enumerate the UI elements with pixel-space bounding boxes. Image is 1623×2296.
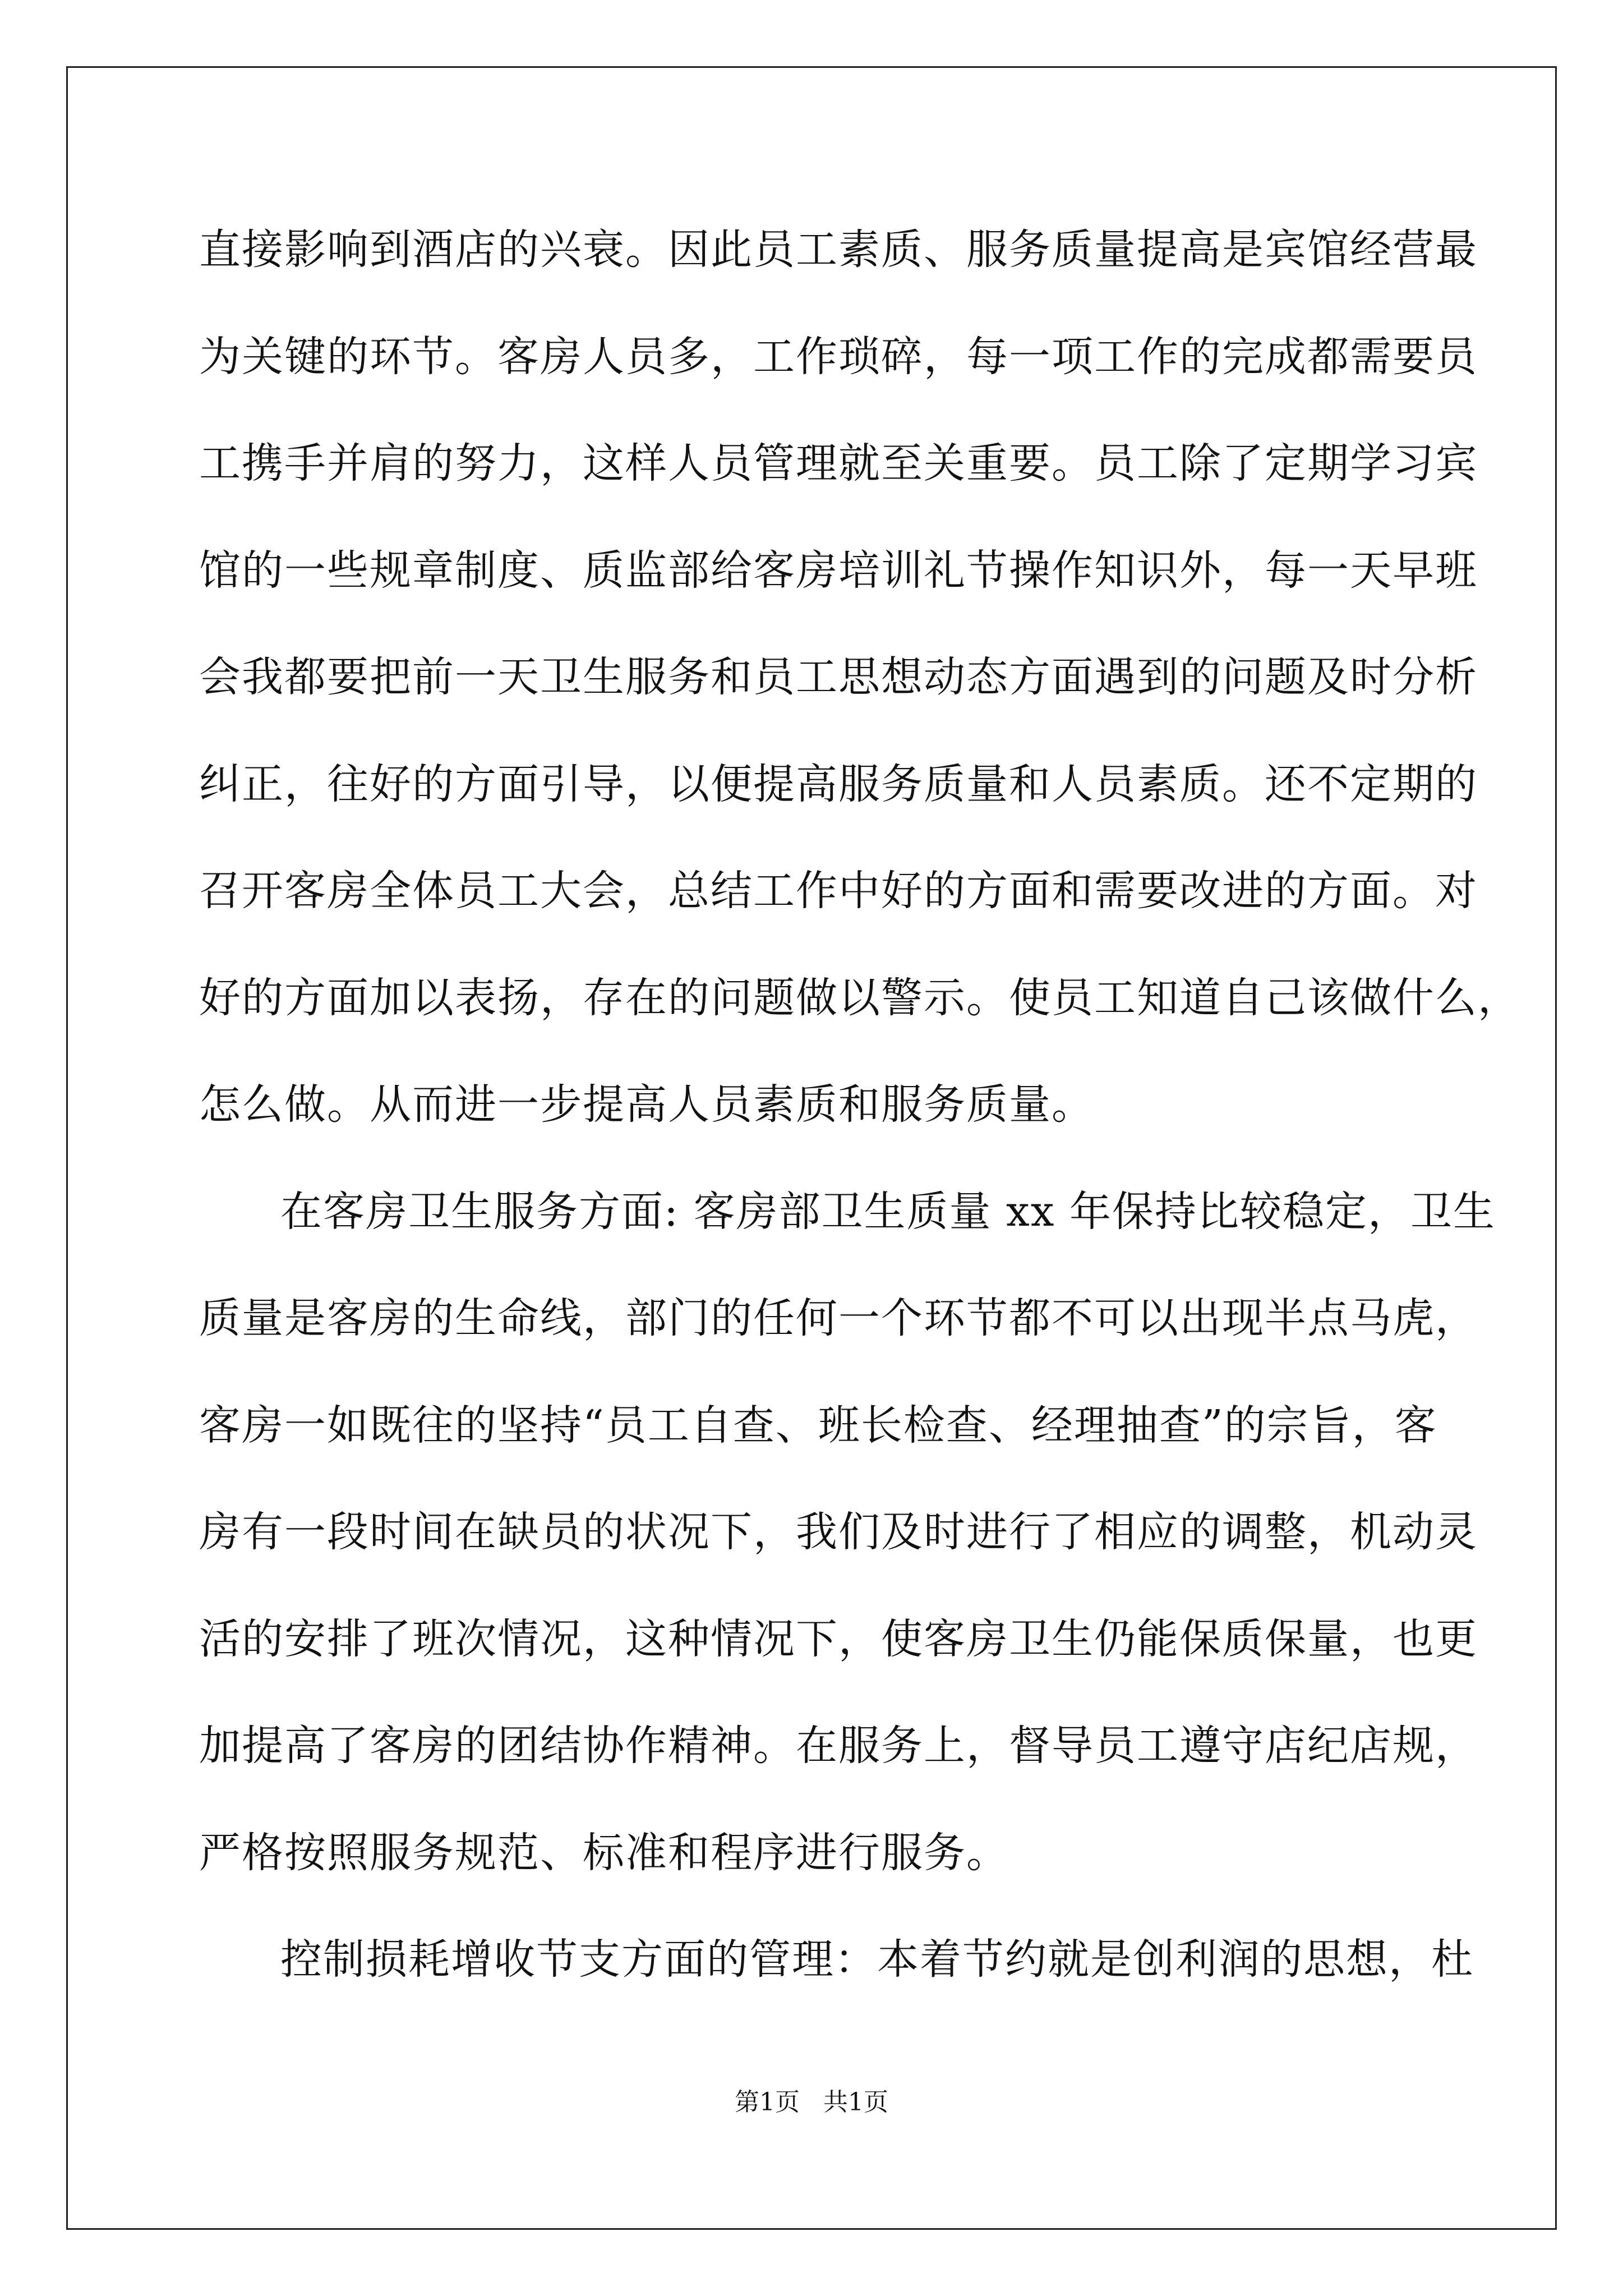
text-line-11: 质量是客房的生命线，部门的任何一个环节都不可以出现半点马虎， <box>199 1294 1478 1342</box>
text-line-13: 房有一段时间在缺员的状况下，我们及时进行了相应的调整，机动灵 <box>199 1508 1478 1556</box>
text-line-5: 会我都要把前一天卫生服务和员工思想动态方面遇到的问题及时分析 <box>199 653 1478 701</box>
text-line-1: 直接影响到酒店的兴衰。因此员工素质、服务质量提高是宾馆经营最 <box>199 226 1478 274</box>
text-line-2: 为关键的环节。客房人员多，工作琐碎，每一项工作的完成都需要员 <box>199 333 1478 381</box>
page-border <box>66 66 1557 2230</box>
text-line-14: 活的安排了班次情况，这种情况下，使客房卫生仍能保质保量，也更 <box>199 1615 1478 1663</box>
text-line-8: 好的方面加以表扬，存在的问题做以警示。使员工知道自己该做什么， <box>199 974 1520 1022</box>
paragraph-2-first-line: 在客房卫生服务方面: 客房部卫生质量 xx 年保持比较稳定，卫生 <box>280 1188 1496 1236</box>
text-line-12: 客房一如既往的坚持“员工自查、班长检查、经理抽查”的宗旨，客 <box>199 1401 1437 1450</box>
page-number-footer: 第1页 共1页 <box>735 2088 888 2116</box>
text-line-4: 馆的一些规章制度、质监部给客房培训礼节操作知识外，每一天早班 <box>199 546 1478 595</box>
text-line-9: 怎么做。从而进一步提高人员素质和服务质量。 <box>199 1080 1094 1129</box>
text-line-16: 严格按照服务规范、标准和程序进行服务。 <box>199 1829 1009 1877</box>
paragraph-3-first-line: 控制损耗增收节支方面的管理：本着节约就是创利润的思想，杜 <box>280 1935 1474 1984</box>
text-line-3: 工携手并肩的努力，这样人员管理就至关重要。员工除了定期学习宾 <box>199 439 1478 487</box>
text-line-6: 纠正，往好的方面引导，以便提高服务质量和人员素质。还不定期的 <box>199 760 1478 808</box>
text-line-7: 召开客房全体员工大会，总结工作中好的方面和需要改进的方面。对 <box>199 867 1478 915</box>
text-line-15: 加提高了客房的团结协作精神。在服务上，督导员工遵守店纪店规， <box>199 1722 1478 1770</box>
